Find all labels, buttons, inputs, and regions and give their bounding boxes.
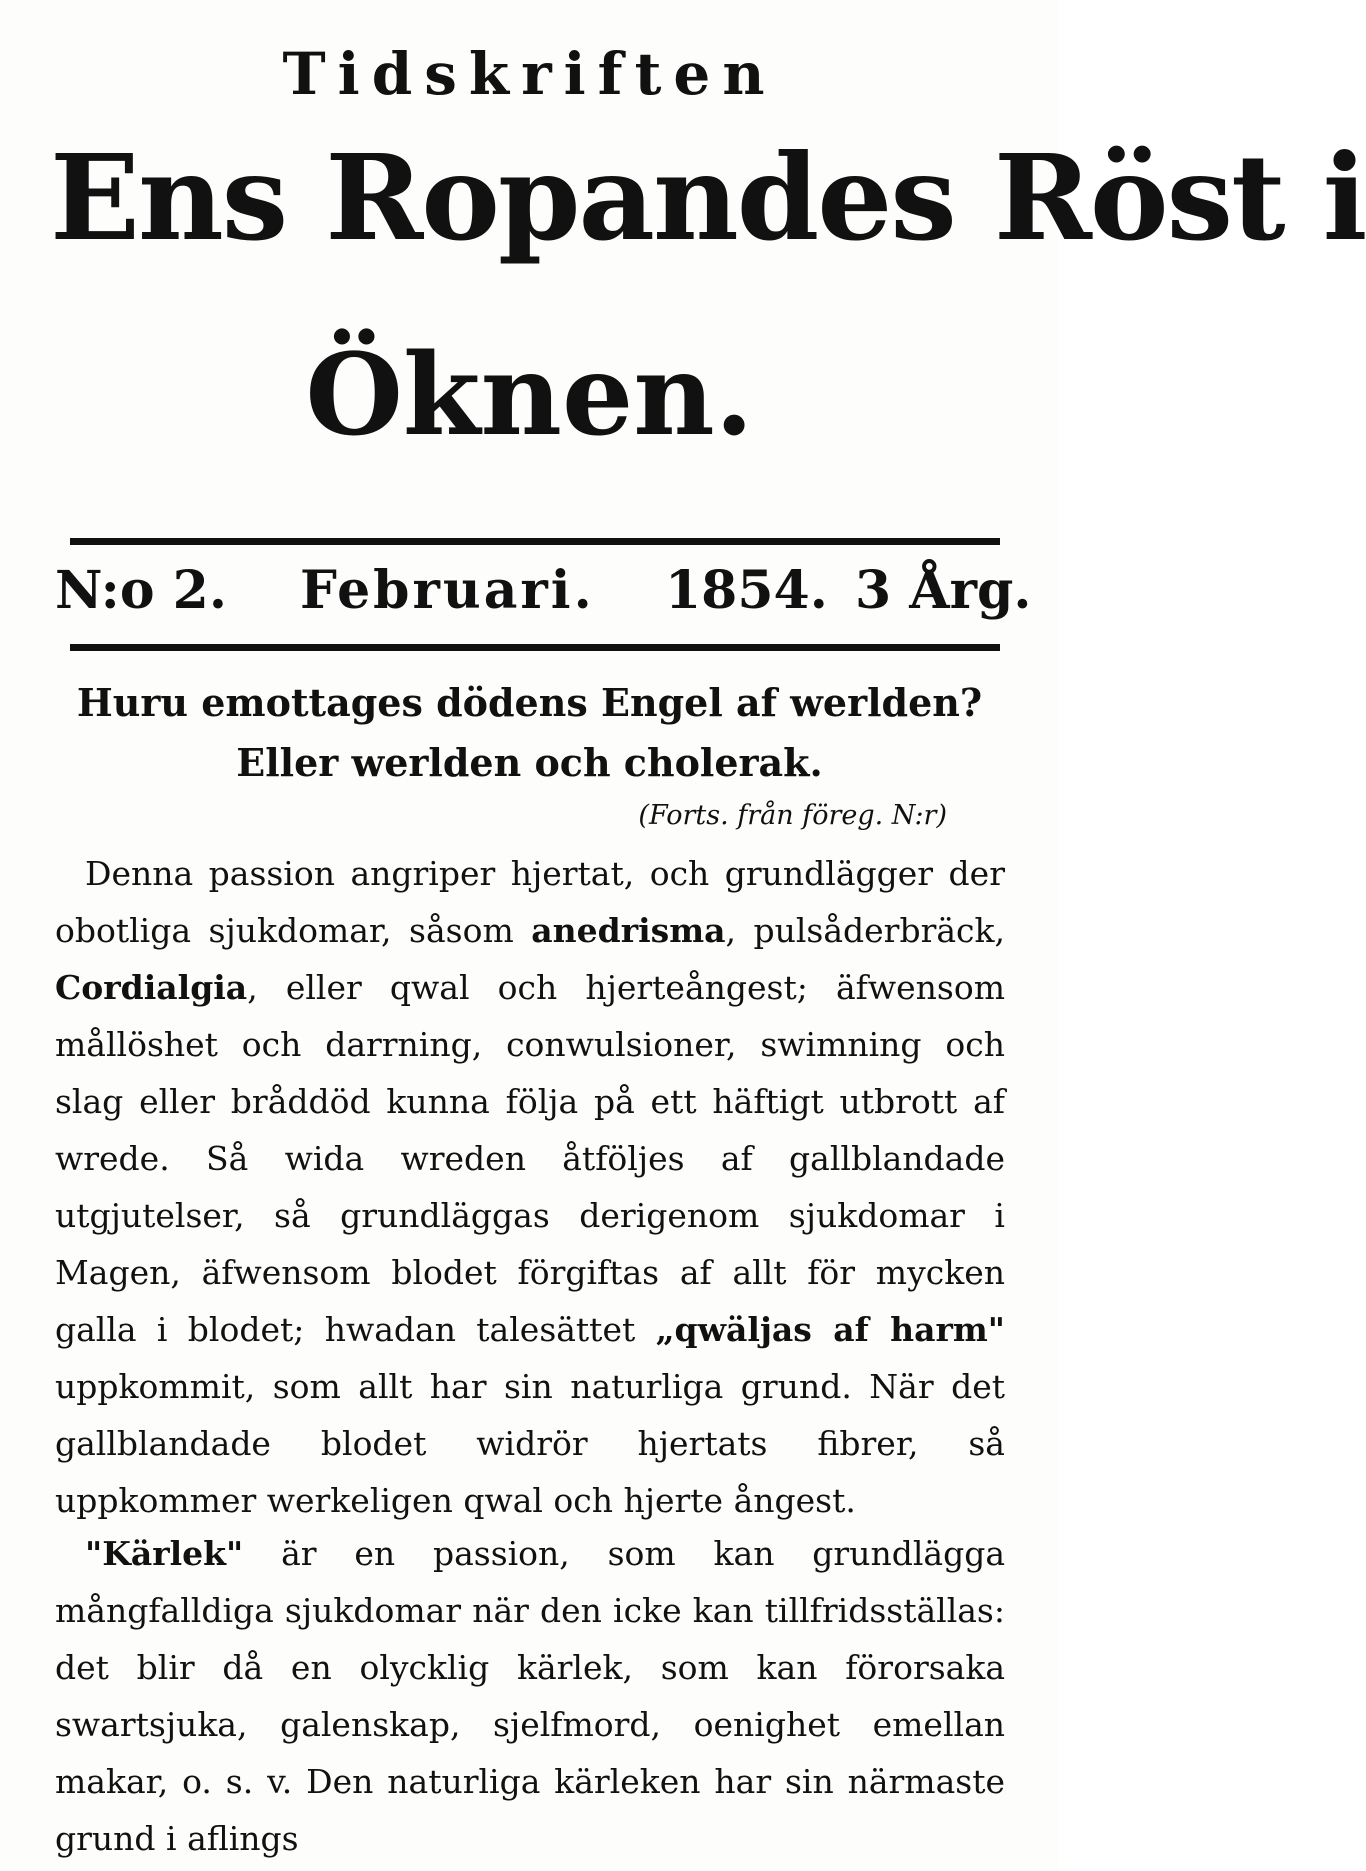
paragraph-text: , eller qwal och hjerteångest; äfwensom mållöshet och darrning, conwulsioner, swimning och slag eller bråddöd kunna följa på ett häftigt utbrott af wrede. Så wida wreden åtföljes af gallblandade utgjutelser, så grundläggas derigenom sjukdomar i Magen, äfwensom blodet förgiftas af allt för mycken galla i blodet; hwadan talesättet <box>55 968 1005 1349</box>
paragraph-text: , pulsåderbräck, <box>725 911 1005 950</box>
top-rule <box>70 538 1000 545</box>
emphasis-term: "Kärlek" <box>85 1534 244 1573</box>
emphasis-term: „qwäljas af harm" <box>655 1310 1005 1349</box>
paragraph-text: är en passion, som kan grundlägga mångfalldiga sjukdomar när den icke kan tillfridsställas: det blir då en olycklig kärlek, som kan förorsaka swartsjuka, galenskap, sjelfmord, oenighet emellan makar, o. s. v. Den naturliga kärleken har sin närmaste grund i aflings <box>55 1534 1005 1858</box>
continuation-note: (Forts. från föreg. N:r) <box>638 800 947 831</box>
article-heading: Huru emottages dödens Engel af werlden? <box>76 680 983 725</box>
issue-line <box>55 560 1032 630</box>
article-subheading: Eller werlden och cholerak. <box>236 740 823 785</box>
article-paragraph-2 <box>55 1525 1005 1867</box>
bottom-rule <box>70 644 1000 651</box>
emphasis-term: anedrisma <box>531 911 726 950</box>
issue-number: N:o 2. <box>55 560 227 621</box>
masthead-title-line1: Ens Ropandes Röst i <box>50 128 1366 267</box>
masthead-kicker: Tidskriften <box>282 40 777 108</box>
article-paragraph-1 <box>55 845 1005 1529</box>
paragraph-text: uppkommit, som allt har sin naturliga grund. När det gallblandade blodet widrör hjertats fibrer, så uppkommer werkeligen qwal och hjerte ångest. <box>55 1367 1005 1520</box>
issue-volume: 3 Årg. <box>855 560 1032 621</box>
masthead-title-line2: Öknen. <box>305 330 754 461</box>
issue-year: 1854. <box>665 560 828 621</box>
issue-month: Februari. <box>300 560 595 621</box>
paragraph-text: Denna passion angriper hjertat, och grundlägger der obotliga sjukdomar, såsom <box>55 854 1005 950</box>
emphasis-term: Cordialgia <box>55 968 248 1007</box>
